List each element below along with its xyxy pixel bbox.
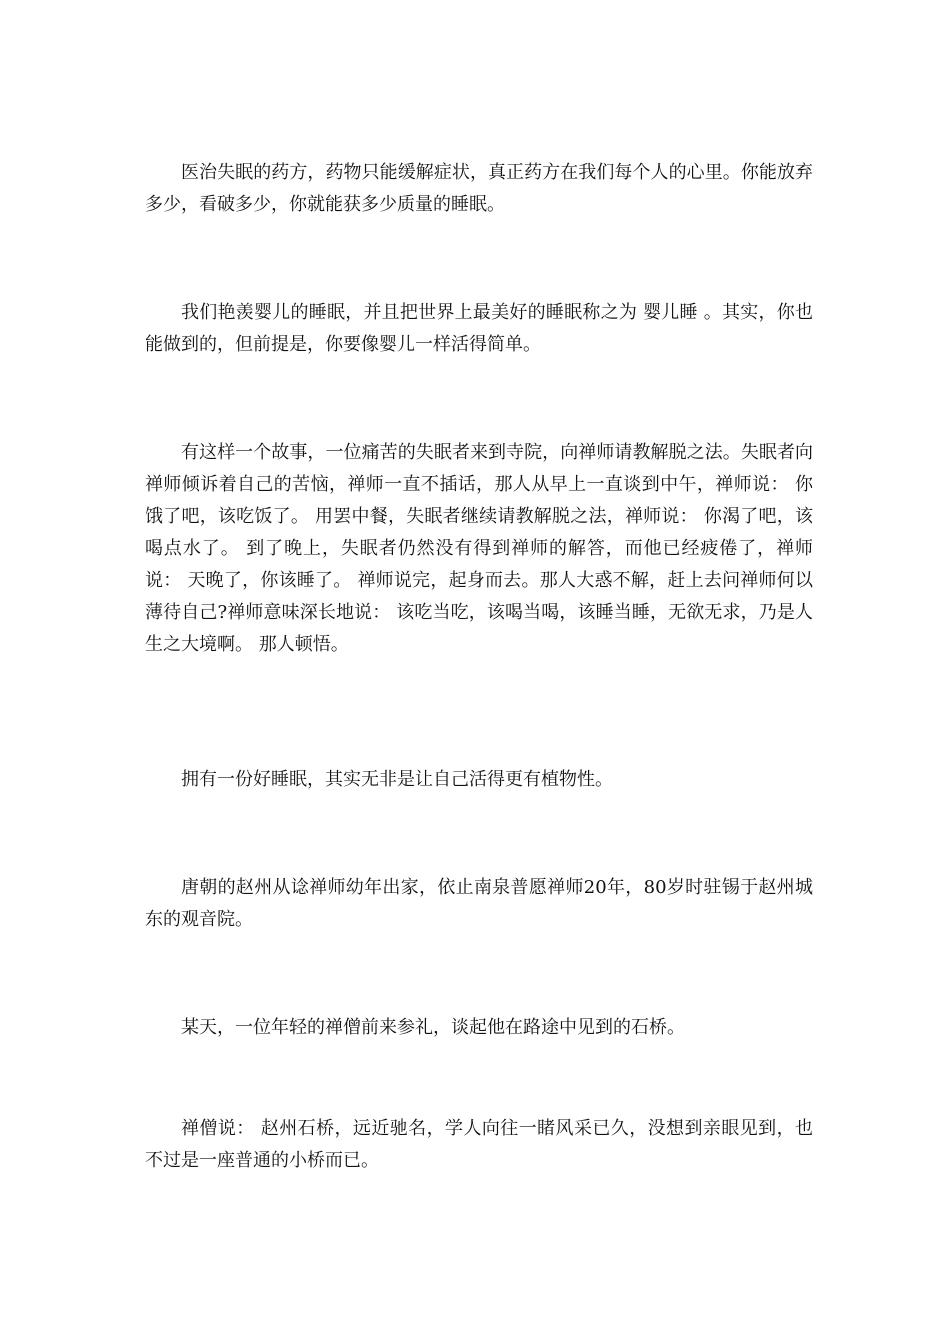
paragraph-good-sleep: 拥有一份好睡眠，其实无非是让自己活得更有植物性。 — [181, 769, 613, 790]
paragraph-stone-bridge: 禅僧说： 赵州石桥，远近驰名，学人向往一睹风采已久，没想到亲眼见到，也不过是一座普通的小桥而已。 — [145, 1118, 813, 1171]
paragraph-insomnia-remedy: 医治失眠的药方，药物只能缓解症状，真正药方在我们每个人的心里。你能放弃多少，看破多少，你就能获多少质量的睡眠。 — [145, 162, 813, 215]
paragraph-zhaozhou-intro: 唐朝的赵州从谂禅师幼年出家，依止南泉普愿禅师20年，80岁时驻锡于赵州城东的观音院。 — [145, 877, 813, 930]
paragraph-young-monk: 某天，一位年轻的禅僧前来参礼，谈起他在路途中见到的石桥。 — [181, 1017, 685, 1038]
paragraph-baby-sleep: 我们艳羡婴儿的睡眠，并且把世界上最美好的睡眠称之为 婴儿睡 。其实，你也能做到的，但前提是，你要像婴儿一样活得简单。 — [145, 302, 813, 355]
paragraph-zen-story: 有这样一个故事，一位痛苦的失眠者来到寺院，向禅师请教解脱之法。失眠者向禅师倾诉着自己的苦恼，禅师一直不插话，那人从早上一直谈到中午，禅师说： 你饿了吧，该吃饭了。 用罢中餐，失眠者继续请教解脱之法，禅师说： 你渴了吧，该喝点水了。 到了晚上，失眠者仍然没有得到禅师的解答，而他已经疲倦了，禅师说： 天晚了，你该睡了。 禅师说完，起身而去。那人大惑不解，赶上去问禅师何以薄待自己?禅师意味深长地说： 该吃当吃，该喝当喝，该睡当睡，无欲无求，乃是人生之大境啊。 那人顿悟。 — [145, 442, 813, 655]
